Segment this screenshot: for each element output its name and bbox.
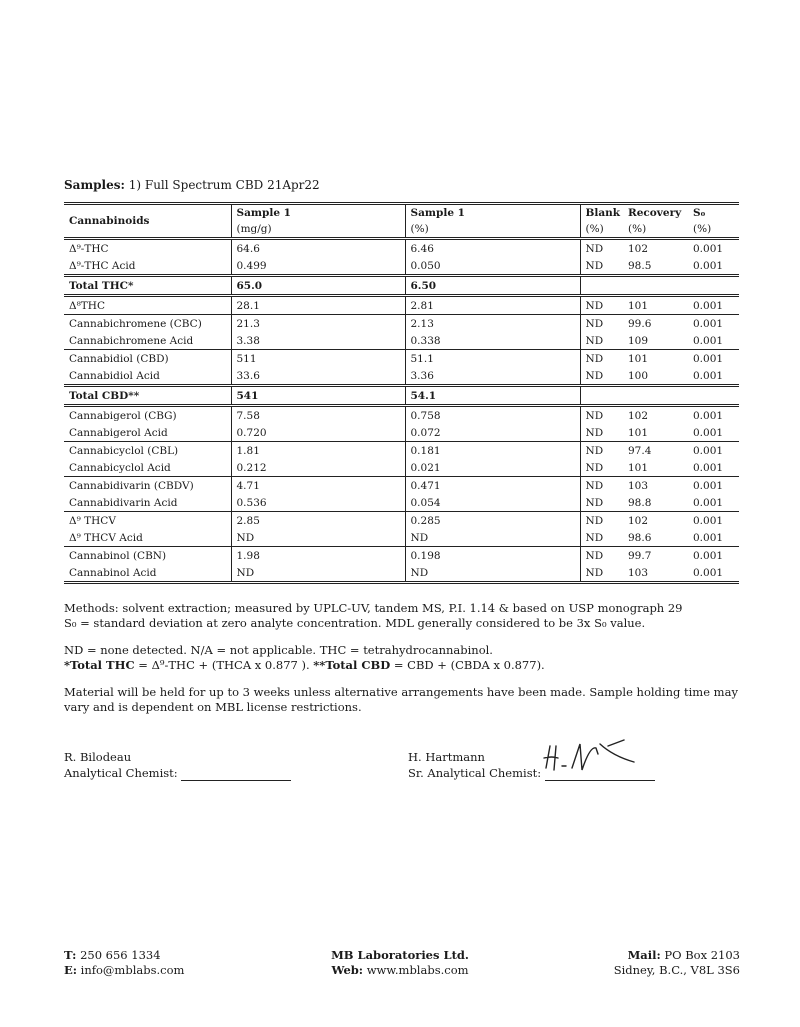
cell-sample1-pct: 6.46 — [405, 239, 580, 258]
cell-so: 0.001 — [693, 334, 724, 347]
samples-label: Samples: — [64, 178, 125, 192]
table-row — [64, 350, 739, 368]
cell-blank: ND — [580, 512, 623, 530]
cell-blank: ND — [580, 315, 623, 333]
cell-cannabinoid: Cannabidivarin (CBDV) — [64, 477, 231, 495]
company-name: MB Laboratories Ltd. — [331, 948, 469, 962]
cell-recovery: 99.6 — [623, 315, 688, 333]
cell-cannabinoid: Cannabinol Acid — [64, 564, 231, 583]
website: www.mblabs.com — [366, 963, 469, 977]
cell-recovery: 101 — [623, 296, 688, 315]
cell-sample1-pct: 6.50 — [405, 276, 580, 296]
cell-recovery: 102 — [623, 239, 688, 258]
cell-sample1-pct: 0.471 — [405, 477, 580, 495]
results-table — [64, 202, 739, 584]
table-row — [64, 296, 739, 315]
cell-sample1-mg: 541 — [231, 386, 405, 406]
right-signer-name: H. Hartmann — [408, 750, 485, 764]
cell-cannabinoid: Cannabicyclol Acid — [69, 461, 171, 474]
cell-sample1-mg: 0.536 — [231, 494, 405, 512]
cell-so: 0.001 — [688, 442, 739, 460]
cell-sample1-mg: 0.499 — [231, 257, 405, 276]
table-row — [64, 406, 739, 425]
table-row — [64, 477, 739, 495]
footer-mail — [614, 948, 740, 978]
table-header-row — [64, 204, 739, 239]
cell-sample1-mg: 33.6 — [231, 367, 405, 386]
cell-so: 0.001 — [688, 564, 739, 583]
cell-recovery: 99.7 — [623, 547, 688, 565]
signature-left — [64, 750, 291, 781]
cell-cannabinoid: Δ⁹ THCV Acid — [69, 531, 143, 544]
cell-sample1-pct: ND — [405, 529, 580, 547]
cell-cannabinoid: Cannabichromene (CBC) — [64, 315, 231, 333]
cell-cannabinoid: Total CBD** — [64, 386, 231, 406]
cell-sample1-pct: 0.072 — [405, 424, 580, 442]
cell-cannabinoid: Cannabidiol (CBD) — [64, 350, 231, 368]
cell-sample1-mg: 2.85 — [231, 512, 405, 530]
total-formulas — [64, 658, 754, 673]
cell-sample1-pct: 2.13 — [405, 315, 580, 333]
cell-blank: ND — [580, 424, 623, 442]
cell-recovery: 101 — [623, 350, 688, 368]
cell-sample1-mg: 64.6 — [231, 239, 405, 258]
table-row — [64, 442, 739, 460]
table-row — [64, 386, 739, 406]
cell-sample1-pct: 54.1 — [405, 386, 580, 406]
cell-recovery — [623, 276, 688, 296]
cell-so — [688, 386, 739, 406]
cell-blank: ND — [580, 529, 623, 547]
cell-cannabinoid: Cannabigerol Acid — [69, 426, 168, 439]
cell-recovery: 101 — [628, 426, 649, 439]
cell-blank: ND — [580, 459, 623, 477]
cell-so: 0.001 — [688, 406, 739, 425]
cell-sample1-pct: 2.81 — [405, 296, 580, 315]
cell-sample1-mg: ND — [231, 529, 405, 547]
cell-cannabinoid: Cannabicyclol (CBL) — [64, 442, 231, 460]
table-row — [64, 547, 739, 565]
abbreviations: ND = none detected. N/A = not applicable. THC = tetrahydrocannabinol. — [64, 643, 493, 657]
header-so: S₀ (%) — [688, 204, 739, 239]
cell-so: 0.001 — [693, 259, 724, 272]
cell-so: 0.001 — [693, 369, 724, 382]
table-row — [64, 257, 739, 276]
phone-number: 250 656 1334 — [80, 948, 161, 962]
web-label: Web: — [331, 963, 364, 977]
header-blank: Blank (%) — [580, 204, 623, 239]
cell-sample1-pct: 51.1 — [405, 350, 580, 368]
cell-sample1-mg: 4.71 — [231, 477, 405, 495]
cell-cannabinoid: Cannabichromene Acid — [69, 334, 194, 347]
cell-blank: ND — [580, 257, 623, 276]
cell-so: 0.001 — [688, 350, 739, 368]
total-cbd-label: **Total CBD — [313, 658, 391, 672]
cell-so: 0.001 — [688, 296, 739, 315]
cell-sample1-pct: 0.338 — [405, 332, 580, 350]
mail-label: Mail: — [627, 948, 661, 962]
table-row — [64, 494, 739, 512]
cell-blank: ND — [580, 564, 623, 583]
left-signer-name: R. Bilodeau — [64, 750, 132, 764]
cell-blank: ND — [580, 350, 623, 368]
cell-recovery: 102 — [623, 512, 688, 530]
cell-recovery: 103 — [623, 477, 688, 495]
cell-so: 0.001 — [688, 477, 739, 495]
cell-blank: ND — [580, 332, 623, 350]
cell-sample1-pct: 0.181 — [405, 442, 580, 460]
cell-sample1-pct: ND — [405, 564, 580, 583]
cell-sample1-mg: 0.720 — [231, 424, 405, 442]
table-row — [64, 564, 739, 583]
phone-label: T: — [64, 948, 77, 962]
cell-so: 0.001 — [693, 531, 724, 544]
cell-blank: ND — [580, 547, 623, 565]
cell-blank: ND — [580, 296, 623, 315]
table-row — [64, 459, 739, 477]
cell-sample1-mg: 3.38 — [231, 332, 405, 350]
cell-cannabinoid: Cannabidivarin Acid — [69, 496, 178, 509]
cell-sample1-pct: 0.021 — [405, 459, 580, 477]
cell-recovery: 109 — [628, 334, 649, 347]
cell-sample1-mg: 511 — [231, 350, 405, 368]
samples-line — [64, 178, 320, 192]
email-label: E: — [64, 963, 78, 977]
table-row — [64, 367, 739, 386]
email-address: info@mblabs.com — [80, 963, 185, 977]
cell-blank: ND — [580, 367, 623, 386]
table-row — [64, 276, 739, 296]
cell-sample1-mg: 28.1 — [231, 296, 405, 315]
cell-sample1-mg: 1.81 — [231, 442, 405, 460]
cell-sample1-mg: 1.98 — [231, 547, 405, 565]
so-definition: S₀ = standard deviation at zero analyte concentration. MDL generally considered to be 3x S₀ value. — [64, 616, 646, 630]
cell-so: 0.001 — [693, 496, 724, 509]
cell-blank — [580, 276, 623, 296]
table-row — [64, 512, 739, 530]
cell-blank: ND — [580, 477, 623, 495]
table-row — [64, 332, 739, 350]
cell-cannabinoid: Cannabinol (CBN) — [64, 547, 231, 565]
mail-line-1: PO Box 2103 — [664, 948, 740, 962]
cell-blank — [580, 386, 623, 406]
cell-blank: ND — [580, 406, 623, 425]
methods-text: Methods: solvent extraction; measured by UPLC-UV, tandem MS, P.I. 1.14 & based on USP monograph 29 — [64, 601, 683, 615]
cell-sample1-pct: 0.198 — [405, 547, 580, 565]
cell-so — [688, 276, 739, 296]
notes-block — [64, 601, 754, 715]
cell-recovery: 102 — [623, 406, 688, 425]
header-recovery: Recovery (%) — [623, 204, 688, 239]
cell-cannabinoid: Total THC* — [64, 276, 231, 296]
total-cbd-formula: = CBD + (CBDA x 0.877). — [390, 658, 545, 672]
total-thc-label: *Total THC — [64, 658, 135, 672]
cell-cannabinoid: Δ⁹ THCV — [64, 512, 231, 530]
header-sample1-pct: Sample 1 (%) — [405, 204, 580, 239]
cell-sample1-mg: ND — [231, 564, 405, 583]
cell-recovery: 98.6 — [628, 531, 652, 544]
holding-policy: Material will be held for up to 3 weeks unless alternative arrangements have been made. Sample holding time may vary and is dependent on MBL license restrictions. — [64, 685, 738, 714]
cell-cannabinoid: Δ⁸THC — [64, 296, 231, 315]
table-row — [64, 529, 739, 547]
cell-cannabinoid: Cannabidiol Acid — [69, 369, 160, 382]
left-signature-line — [181, 765, 291, 781]
cell-blank: ND — [580, 494, 623, 512]
cell-sample1-mg: 65.0 — [231, 276, 405, 296]
cell-so: 0.001 — [688, 512, 739, 530]
cell-sample1-mg: 21.3 — [231, 315, 405, 333]
mail-line-2: Sidney, B.C., V8L 3S6 — [613, 963, 740, 977]
cell-sample1-pct: 0.054 — [405, 494, 580, 512]
cell-cannabinoid: Δ⁹-THC Acid — [69, 259, 136, 272]
cell-sample1-mg: 7.58 — [231, 406, 405, 425]
cell-recovery: 101 — [628, 461, 649, 474]
cell-recovery: 97.4 — [623, 442, 688, 460]
cell-recovery — [623, 386, 688, 406]
header-cannabinoids: Cannabinoids — [64, 204, 231, 239]
cell-cannabinoid: Δ⁹-THC — [64, 239, 231, 258]
header-sample1-mg: Sample 1 (mg/g) — [231, 204, 405, 239]
cell-so: 0.001 — [693, 426, 724, 439]
table-row — [64, 239, 739, 258]
handwritten-signature — [538, 728, 638, 780]
samples-text: 1) Full Spectrum CBD 21Apr22 — [128, 178, 320, 192]
cell-blank: ND — [580, 239, 623, 258]
cell-cannabinoid: Cannabigerol (CBG) — [64, 406, 231, 425]
cell-sample1-pct: 0.285 — [405, 512, 580, 530]
table-row — [64, 424, 739, 442]
cell-recovery: 98.8 — [628, 496, 652, 509]
cell-sample1-pct: 3.36 — [405, 367, 580, 386]
right-signer-title: Sr. Analytical Chemist: — [408, 766, 542, 780]
cell-so: 0.001 — [688, 547, 739, 565]
total-thc-formula: = Δ⁹-THC + (THCA x 0.877 ). — [134, 658, 314, 672]
left-signer-title: Analytical Chemist: — [64, 766, 178, 780]
cell-recovery: 103 — [623, 564, 688, 583]
cell-recovery: 100 — [628, 369, 649, 382]
table-row — [64, 315, 739, 333]
cell-blank: ND — [580, 442, 623, 460]
cell-sample1-pct: 0.758 — [405, 406, 580, 425]
cell-so: 0.001 — [688, 239, 739, 258]
cell-so: 0.001 — [688, 315, 739, 333]
cell-so: 0.001 — [693, 461, 724, 474]
cell-recovery: 98.5 — [628, 259, 652, 272]
cell-sample1-pct: 0.050 — [405, 257, 580, 276]
cell-sample1-mg: 0.212 — [231, 459, 405, 477]
